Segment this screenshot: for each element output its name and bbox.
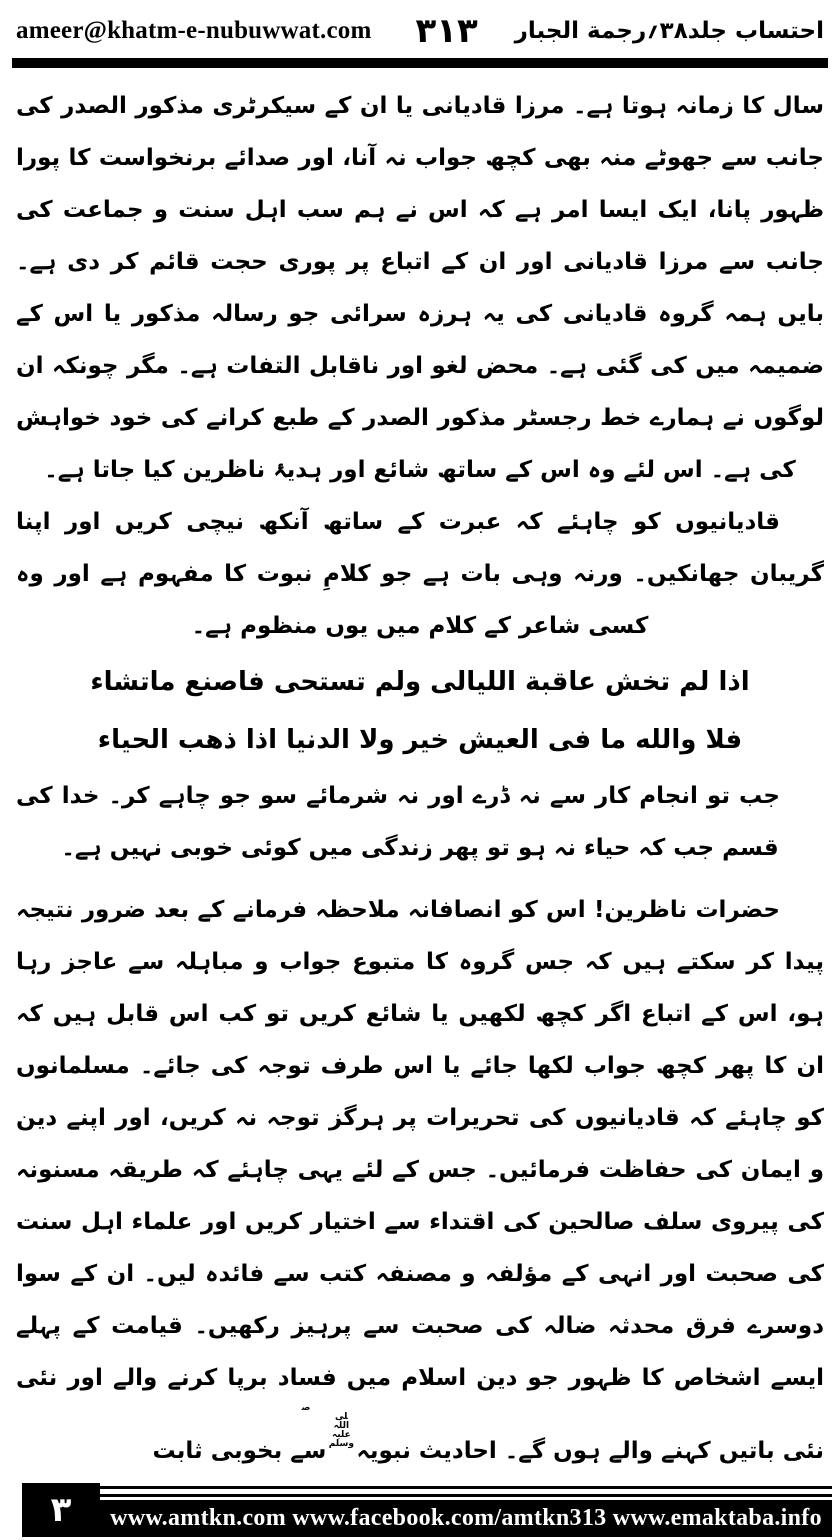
footer-rule-2	[100, 1494, 832, 1497]
header-book-title: احتساب جلد۳۸؍رجمة الجبار	[514, 18, 824, 44]
paragraph-4	[16, 884, 824, 1464]
paragraph-1: سال کا زمانہ ہوتا ہے۔ مرزا قادیانی یا ان کے سیکرٹری مذکور الصدر کی جانب سے جھوٹے منہ بھی کچھ جواب نہ آنا، اور صدائے برنخواست کا پورا ظہور پانا، ایک ایسا امر ہے کہ اس نے ہم سب اہل سنت و جماعت کی جانب سے مرزا قادیانی اور ان کے اتباع پر پوری حجت قائم کر دی ہے۔ بایں ہمہ گروہ قادیانی کی یہ ہرزہ سرائی جو رسالہ مذکور یا اس کے ضمیمہ میں کی گئی ہے۔ محض لغو اور ناقابل التفات ہے۔ مگر چونکہ ان لوگوں نے ہمارے خط رجسٹر مذکور الصدر کے طبع کرانے کی خود خواہش کی ہے۔ اس لئے وہ اس کے ساتھ شائع اور ہدیۂ ناظرین کیا جاتا ہے۔	[16, 93, 824, 483]
header-rule	[12, 58, 828, 68]
page-header	[0, 0, 840, 52]
header-email: ameer@khatm-e-nubuwwat.com	[16, 17, 372, 44]
page-body	[0, 68, 840, 1464]
footer-url-bar	[100, 1500, 832, 1537]
header-page-number: ۳۱۳	[415, 11, 478, 51]
footer-page-number: ۳	[50, 1490, 72, 1530]
durood-mark: صلی اللہ علیہ وسلم	[301, 1403, 354, 1449]
arabic-verse-line-2: فلا والله ما فی العیش خیر ولا الدنیا اذا ذهب الحیاء	[97, 725, 743, 755]
arabic-verse-line-1: اذا لم تخش عاقبة اللیالی ولم تستحی فاصنع ماتشاء	[90, 667, 750, 697]
footer-rule-1	[100, 1486, 832, 1489]
page-footer	[0, 1480, 840, 1540]
footer-page-number-box	[22, 1483, 100, 1537]
header-left-group	[16, 11, 478, 51]
paragraph-3-translation: جب تو انجام کار سے نہ ڈرے اور نہ شرمائے سو جو چاہے کر۔ خدا کی قسم جب کہ حیاء نہ ہو تو پھر زندگی میں کوئی خوبی نہیں ہے۔	[16, 783, 780, 861]
paragraph-4-text-a: حضرات ناظرین! اس کو انصافانہ ملاحظہ فرمانے کے بعد ضرور نتیجہ پیدا کر سکتے ہیں کہ جس گروہ کا متبوع جواب و مباہلہ سے عاجز رہا ہو، اس کے اتباع اگر کچھ لکھیں یا شائع کریں تو کب اس قابل ہیں کہ ان کا پھر کچھ جواب لکھا جائے یا اس طرف توجہ کی جائے۔ مسلمانوں کو چاہئے کہ قادیانیوں کی تحریرات پر ہرگز توجہ نہ کریں، اور اپنے دین و ایمان کی حفاظت فرمائیں۔ جس کے لئے یہی چاہئے کہ طریقہ مسنونہ کی پیروی سلف صالحین کی اقتداء سے اختیار کریں اور علماء اہل سنت کی صحبت اور انہی کے مؤلفہ و مصنفہ کتب سے فائدہ لیں۔ ان کے سوا دوسرے فرق محدثہ ضالہ کی صحبت سے پرہیز رکھیں۔ قیامت کے پہلے ایسے اشخاص کا ظہور جو دین اسلام میں فساد برپا کرنے والے اور نئی نئی باتیں کہنے والے ہوں گے۔ احادیث نبویہ	[16, 897, 824, 1464]
paragraph-2: قادیانیوں کو چاہئے کہ عبرت کے ساتھ آنکھ نیچی کریں اور اپنا گریبان جھانکیں۔ ورنہ وہی بات ہے جو کلامِ نبوت کا مفہوم ہے اور وہ کسی شاعر کے کلام میں یوں منظوم ہے۔	[16, 509, 824, 639]
footer-right-group	[100, 1486, 832, 1537]
footer-urls: www.amtkn.com www.facebook.com/amtkn313 www.emaktaba.info	[110, 1505, 822, 1531]
paragraph-4-text-b: سے بخوبی ثابت	[152, 1438, 327, 1464]
